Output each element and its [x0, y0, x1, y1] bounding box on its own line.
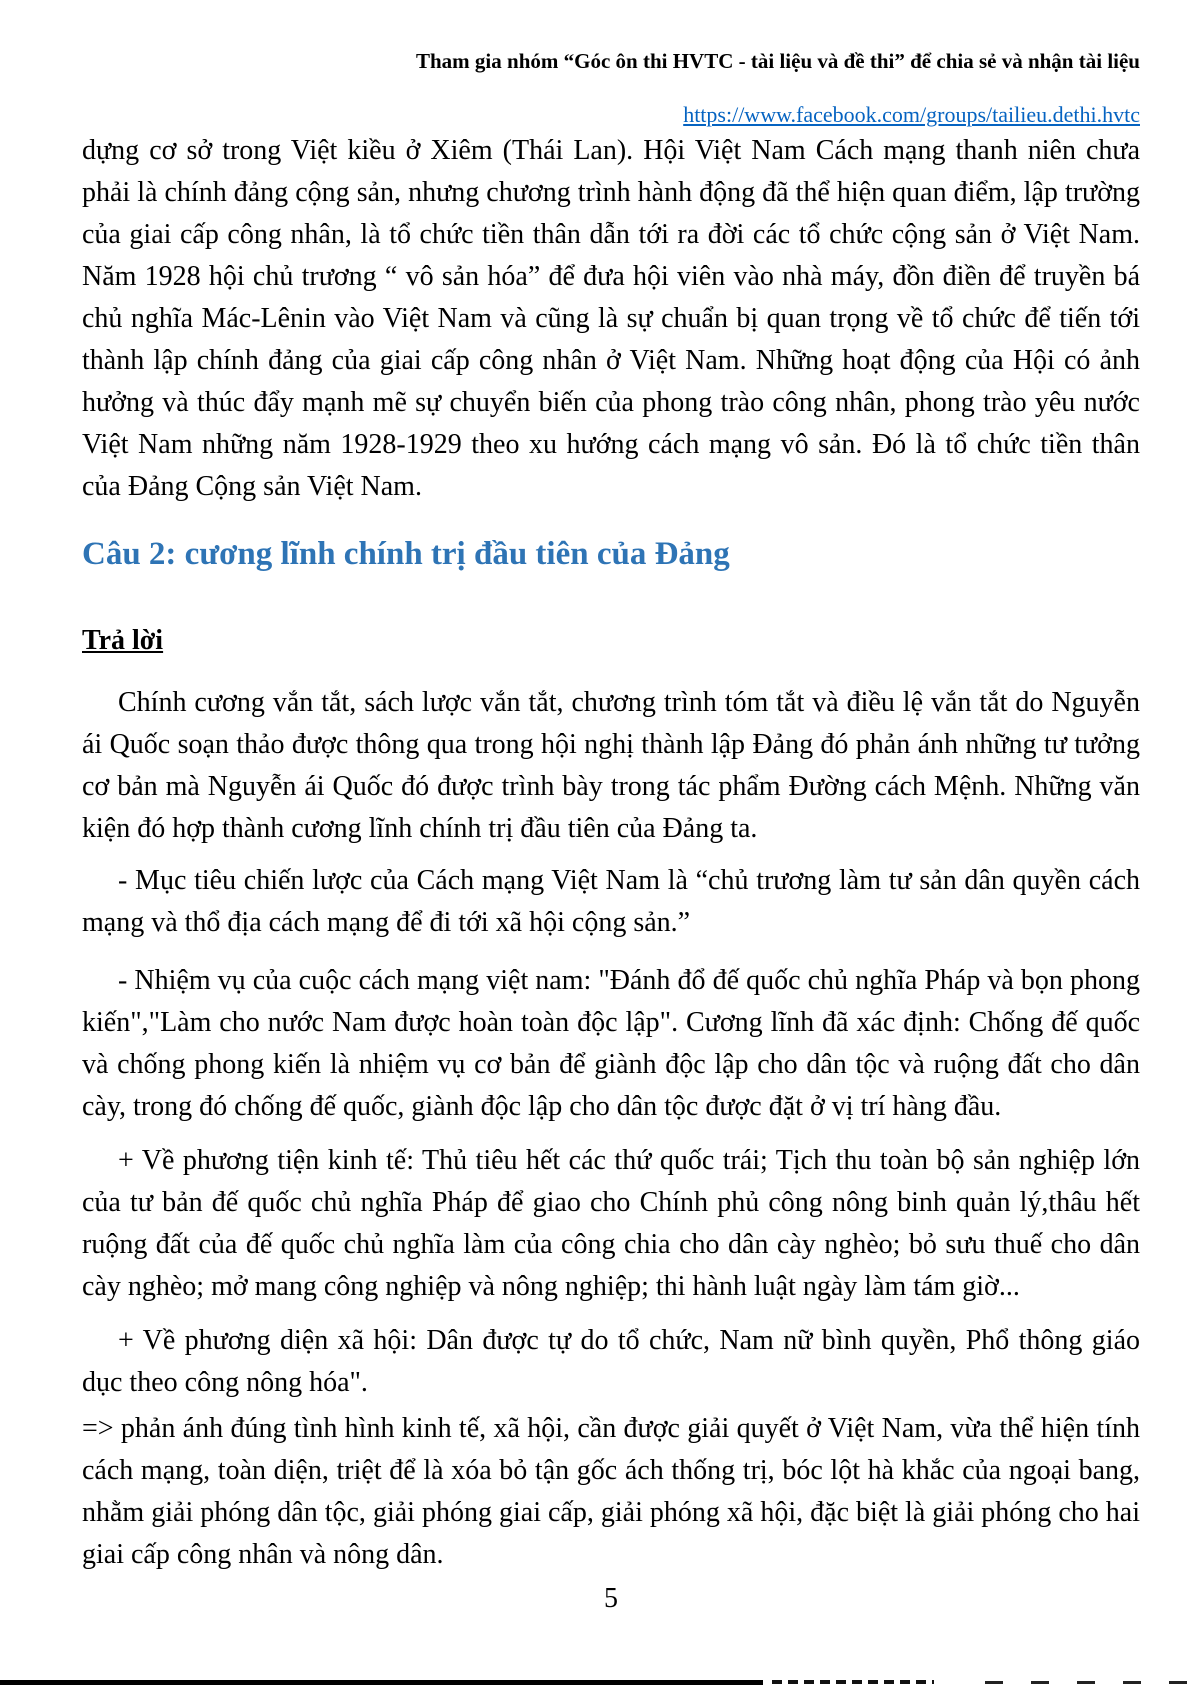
section-heading-cau-2: Câu 2: cương lĩnh chính trị đầu tiên của Đảng [82, 536, 730, 572]
paragraph-phuong-dien-xa-hoi: + Về phương diện xã hội: Dân được tự do tổ chức, Nam nữ bình quyền, Phổ thông giáo dục theo công nông hóa". [82, 1325, 1140, 1398]
next-page-edge-dashes-sparse [985, 1681, 1191, 1684]
paragraph-nhiem-vu: - Nhiệm vụ của cuộc cách mạng việt nam: "Đánh đổ đế quốc chủ nghĩa Pháp và bọn phong kiến","Làm cho nước Nam được hoàn toàn độc lập". Cương lĩnh đã xác định: Chống đế quốc và chống phong kiến là nhiệm vụ cơ bản để giành độc lập cho dân tộc và ruộng đất cho dân cày, trong đó chống đế quốc, giành độc lập cho dân tộc được đặt ở vị trí hàng đầu. [82, 965, 1140, 1122]
paragraph-muc-tieu: - Mục tiêu chiến lược của Cách mạng Việt Nam là “chủ trương làm tư sản dân quyền cách mạng và thổ địa cách mạng để đi tới xã hội cộng sản.” [82, 865, 1140, 938]
paragraph-phuong-tien-kinh-te: + Về phương tiện kinh tế: Thủ tiêu hết các thứ quốc trái; Tịch thu toàn bộ sản nghiệp lớn của tư bản đế quốc chủ nghĩa Pháp để giao cho Chính phủ công nông binh quản lý,thâu hết ruộng đất của đế quốc chủ nghĩa làm của công chia cho dân cày nghèo; bỏ sưu thuế cho dân cày nghèo; mở mang công nghiệp và nông nghiệp; thi hành luật ngày làm tám giờ... [82, 1145, 1140, 1302]
paragraph-chinh-cuong: Chính cương vắn tắt, sách lược vắn tắt, chương trình tóm tắt và điều lệ vắn tắt do Nguyễn ái Quốc soạn thảo được thông qua trong hội nghị thành lập Đảng đó phản ánh những tư tưởng cơ bản mà Nguyễn ái Quốc đó được trình bày trong tác phẩm Đường cách Mệnh. Những văn kiện đó hợp thành cương lĩnh chính trị đầu tiên của Đảng ta. [82, 687, 1140, 844]
header-group-title: Tham gia nhóm “Góc ôn thi HVTC - tài liệu và đề thi” để chia sẻ và nhận tài liệu [416, 49, 1140, 73]
answer-label: Trả lời [82, 625, 164, 656]
next-page-edge [0, 1679, 1191, 1685]
next-page-edge-dashes-dense [772, 1680, 934, 1684]
page-header [416, 48, 1140, 128]
page-number: 5 [604, 1583, 618, 1614]
next-page-edge-solid [0, 1680, 763, 1685]
paragraph-intro-continued: dựng cơ sở trong Việt kiều ở Xiêm (Thái Lan). Hội Việt Nam Cách mạng thanh niên chưa phải là chính đảng cộng sản, nhưng chương trình hành động đã thể hiện quan điểm, lập trường của giai cấp công nhân, là tổ chức tiền thân dẫn tới ra đời các tổ chức cộng sản ở Việt Nam. Năm 1928 hội chủ trương “ vô sản hóa” để đưa hội viên vào nhà máy, đồn điền để truyền bá chủ nghĩa Mác-Lênin vào Việt Nam và cũng là sự chuẩn bị quan trọng về tổ chức để tiến tới thành lập chính đảng của giai cấp công nhân ở Việt Nam. Những hoạt động của Hội có ảnh hưởng và thúc đẩy mạnh mẽ sự chuyển biến của phong trào công nhân, phong trào yêu nước Việt Nam những năm 1928-1929 theo xu hướng cách mạng vô sản. Đó là tổ chức tiền thân của Đảng Cộng sản Việt Nam. [82, 135, 1140, 502]
document-body [82, 130, 1140, 1620]
facebook-group-link[interactable]: https://www.facebook.com/groups/tailieu.dethi.hvtc [683, 102, 1140, 127]
paragraph-ket-luan: => phản ánh đúng tình hình kinh tế, xã hội, cần được giải quyết ở Việt Nam, vừa thể hiện tính cách mạng, toàn diện, triệt để là xóa bỏ tận gốc ách thống trị, bóc lột hà khắc của ngoại bang, nhằm giải phóng dân tộc, giải phóng giai cấp, giải phóng xã hội, đặc biệt là giải phóng cho hai giai cấp công nhân và nông dân. [82, 1413, 1140, 1570]
